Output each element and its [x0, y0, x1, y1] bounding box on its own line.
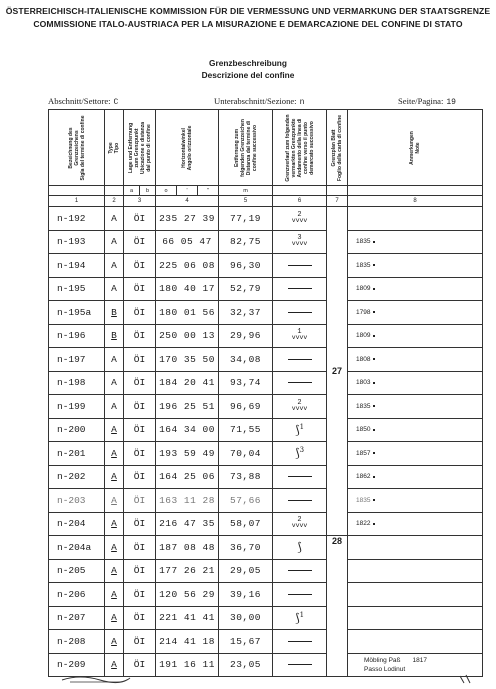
marker-type [105, 371, 124, 395]
marker-type-value: A [111, 283, 117, 295]
note-square-icon [373, 241, 375, 243]
distance-value: 73,88 [219, 465, 273, 489]
straight-line-icon [288, 265, 312, 266]
horizontal-angle: 184 20 41 [156, 371, 219, 395]
table-row [49, 418, 483, 442]
marker-type [105, 348, 124, 372]
marker-id: n-204 [49, 512, 105, 536]
table-row [49, 583, 483, 607]
note-cell [348, 583, 483, 607]
note-cell [348, 512, 483, 536]
marker-id: n-197 [49, 348, 105, 372]
course-mark [273, 559, 327, 583]
col-header-type: Type Tipo [105, 110, 124, 186]
note-cell [348, 277, 483, 301]
note-cell [348, 559, 483, 583]
table-row [49, 254, 483, 278]
note-place-it: Passo Lodinut [364, 665, 406, 673]
horizontal-angle: 196 25 51 [156, 395, 219, 419]
note-square-icon [373, 264, 375, 266]
handwritten-signature [60, 672, 480, 684]
distance-value: 82,75 [219, 230, 273, 254]
distance-value: 15,67 [219, 630, 273, 654]
distance-value: 71,55 [219, 418, 273, 442]
table-row [49, 536, 483, 560]
marker-type [105, 442, 124, 466]
note-square-icon [373, 499, 375, 501]
curve-count: 3 [299, 446, 305, 455]
marker-position: ÖI [124, 230, 156, 254]
marker-id: n-202 [49, 465, 105, 489]
course-mark [273, 301, 327, 325]
marker-position: ÖI [124, 606, 156, 630]
note-year: 1817 [412, 656, 427, 664]
table-row [49, 442, 483, 466]
marker-id: n-205 [49, 559, 105, 583]
straight-line-icon [288, 570, 312, 571]
note-year: 1835 [356, 402, 371, 410]
note-cell [348, 536, 483, 560]
note-square-icon [373, 476, 375, 478]
curve-count: 1 [299, 422, 305, 431]
horizontal-angle: 225 06 08 [156, 254, 219, 278]
marker-type-value: A [111, 447, 117, 459]
horizontal-angle: 66 05 47 [156, 230, 219, 254]
table-row [49, 277, 483, 301]
course-mark [273, 395, 327, 419]
marker-position: ÖI [124, 536, 156, 560]
course-mark [273, 630, 327, 654]
horizontal-angle: 170 35 50 [156, 348, 219, 372]
note-cell [348, 395, 483, 419]
distance-value: 36,70 [219, 536, 273, 560]
marker-type-value: A [111, 518, 117, 530]
distance-value: 29,96 [219, 324, 273, 348]
marker-type-value: A [111, 377, 117, 389]
straight-line-icon [288, 594, 312, 595]
table-row [49, 371, 483, 395]
distance-value: 58,07 [219, 512, 273, 536]
notch-count: 2 [297, 398, 302, 407]
straight-line-icon [288, 382, 312, 383]
marker-type-value: A [111, 612, 117, 624]
note-square-icon [373, 358, 375, 360]
straight-line-icon [288, 476, 312, 477]
marker-position: ÖI [124, 418, 156, 442]
note-year: 1862 [356, 473, 371, 481]
distance-value: 30,00 [219, 606, 273, 630]
distance-value: 93,74 [219, 371, 273, 395]
horizontal-angle: 120 56 29 [156, 583, 219, 607]
distance-value: 32,37 [219, 301, 273, 325]
commission-title-de: ÖSTERREICHISCH-ITALIENISCHE KOMMISSION FÜR DIE VERMESSUNG UND VERMARKUNG DER STAATSGRENZE [5, 6, 491, 16]
distance-value: 96,69 [219, 395, 273, 419]
straight-line-icon [288, 664, 312, 665]
course-mark [273, 536, 327, 560]
course-mark [273, 442, 327, 466]
course-mark [273, 324, 327, 348]
note-cell [348, 442, 483, 466]
marker-id: n-203 [49, 489, 105, 513]
note-year: 1850 [356, 426, 371, 434]
marker-type [105, 465, 124, 489]
col-header-sheet: Grenzplan Blatt Foglio della carta di confine [327, 110, 348, 186]
course-mark [273, 207, 327, 231]
subsection-field: Unterabschnitt/Sezione: n [214, 96, 305, 107]
note-cell [348, 371, 483, 395]
column-number-row: 1 2 3 4 5 6 7 8 [49, 196, 483, 207]
marker-type-value: A [111, 635, 117, 647]
marker-type-value: A [111, 353, 117, 365]
horizontal-angle: 235 27 39 [156, 207, 219, 231]
note-year: 1857 [356, 449, 371, 457]
marker-position: ÖI [124, 465, 156, 489]
course-mark [273, 254, 327, 278]
horizontal-angle: 221 41 41 [156, 606, 219, 630]
note-place: Möbling Paß [364, 656, 401, 664]
marker-position: ÖI [124, 559, 156, 583]
marker-position: ÖI [124, 653, 156, 677]
marker-type-value: A [111, 588, 117, 600]
note-year: 1835 [356, 261, 371, 269]
note-cell [348, 489, 483, 513]
marker-id: n-204a [49, 536, 105, 560]
straight-line-icon [288, 500, 312, 501]
document-title-it: Descrizione del confine [201, 70, 295, 80]
horizontal-angle: 164 25 06 [156, 465, 219, 489]
straight-line-icon [288, 288, 312, 289]
marker-position: ÖI [124, 630, 156, 654]
curve-mark-icon: ⟆$^1$ [294, 610, 305, 625]
note-cell [348, 465, 483, 489]
notch-mark-icon: 2 vvvv [291, 516, 308, 530]
curve-mark-icon: ⟆$^1$ [294, 422, 305, 437]
note-square-icon [373, 382, 375, 384]
course-mark [273, 489, 327, 513]
table-row [49, 606, 483, 630]
section-value: C [113, 98, 119, 107]
marker-type-value: A [111, 541, 117, 553]
marker-type [105, 301, 124, 325]
table-row [49, 512, 483, 536]
note-year: 1798 [356, 308, 371, 316]
boundary-description-table [48, 109, 483, 677]
marker-type-value: A [111, 236, 117, 248]
marker-type-value: A [111, 212, 117, 224]
marker-id: n-195a [49, 301, 105, 325]
curve-count: 1 [299, 610, 305, 619]
note-cell [348, 606, 483, 630]
marker-id: n-200 [49, 418, 105, 442]
note-year: 1822 [356, 520, 371, 528]
marker-position: ÖI [124, 583, 156, 607]
horizontal-angle: 250 00 13 [156, 324, 219, 348]
note-cell [348, 254, 483, 278]
table-row [49, 559, 483, 583]
col-header-distance: Entfernung zum folgenden Grenzzeichen Distanza dal termine di confine successivo [219, 110, 273, 186]
course-mark [273, 348, 327, 372]
notch-count: 3 [297, 234, 302, 243]
table-row [49, 630, 483, 654]
note-year: 1803 [356, 379, 371, 387]
distance-value: 39,16 [219, 583, 273, 607]
straight-line-icon [288, 312, 312, 313]
marker-type-value: A [111, 494, 117, 506]
marker-type [105, 489, 124, 513]
distance-value: 34,08 [219, 348, 273, 372]
marker-type [105, 230, 124, 254]
marker-position: ÖI [124, 207, 156, 231]
marker-position: ÖI [124, 324, 156, 348]
marker-id: n-194 [49, 254, 105, 278]
note-cell [348, 418, 483, 442]
marker-type-value: B [111, 330, 117, 342]
note-cell [348, 324, 483, 348]
table-row [49, 348, 483, 372]
marker-id: n-209 [49, 653, 105, 677]
table-row [49, 230, 483, 254]
marker-type [105, 395, 124, 419]
marker-id: n-193 [49, 230, 105, 254]
marker-position: ÖI [124, 371, 156, 395]
note-year: 1835 [356, 238, 371, 246]
marker-type [105, 418, 124, 442]
notch-count: 1 [297, 328, 302, 337]
note-year: 1808 [356, 355, 371, 363]
marker-position: ÖI [124, 254, 156, 278]
note-square-icon [373, 405, 375, 407]
sheet-number: 27 [327, 207, 348, 536]
marker-id: n-199 [49, 395, 105, 419]
note-cell [348, 348, 483, 372]
course-mark [273, 371, 327, 395]
marker-type-value: A [111, 424, 117, 436]
table-row [49, 395, 483, 419]
straight-line-icon [288, 641, 312, 642]
col-header-notes: Anmerkungen Note [348, 110, 483, 186]
marker-id: n-192 [49, 207, 105, 231]
marker-type [105, 536, 124, 560]
distance-value: 57,66 [219, 489, 273, 513]
marker-type [105, 277, 124, 301]
notch-mark-icon: 2 vvvv [291, 398, 308, 412]
marker-id: n-207 [49, 606, 105, 630]
course-mark [273, 277, 327, 301]
marker-type [105, 512, 124, 536]
horizontal-angle: 214 41 18 [156, 630, 219, 654]
marker-type-value: A [111, 565, 117, 577]
col-header-designation: Bezeichnung des Grenzzeichens Sigla del termine di confine [49, 110, 105, 186]
distance-value: 52,79 [219, 277, 273, 301]
horizontal-angle: 177 26 21 [156, 559, 219, 583]
col-header-course: Grenzverlauf zum folgenden vermarkten Grenzpunkte Andamento della linea di confine verso il punto demarcato successivo [273, 110, 327, 186]
header-row [49, 110, 483, 186]
course-mark [273, 583, 327, 607]
marker-type [105, 254, 124, 278]
note-square-icon [373, 335, 375, 337]
marker-type-value: A [111, 471, 117, 483]
marker-position: ÖI [124, 348, 156, 372]
table-row [49, 324, 483, 348]
curve-mark-icon: ⟆$^3$ [294, 446, 305, 461]
note-square-icon [373, 288, 375, 290]
distance-value: 23,05 [219, 653, 273, 677]
note-cell [348, 301, 483, 325]
marker-type [105, 630, 124, 654]
note-year: 1809 [356, 285, 371, 293]
notch-mark-icon: 1 vvvv [291, 328, 308, 342]
note-square-icon [373, 429, 375, 431]
distance-value: 96,30 [219, 254, 273, 278]
note-cell [348, 207, 483, 231]
curve-mark-icon: ⟆ [297, 540, 302, 555]
marker-type [105, 207, 124, 231]
course-mark [273, 606, 327, 630]
table-row [49, 465, 483, 489]
notch-count: 2 [297, 516, 302, 525]
marker-id: n-208 [49, 630, 105, 654]
course-mark [273, 465, 327, 489]
marker-type [105, 606, 124, 630]
course-mark [273, 512, 327, 536]
distance-value: 77,19 [219, 207, 273, 231]
marker-id: n-196 [49, 324, 105, 348]
distance-value: 70,04 [219, 442, 273, 466]
note-year: 1809 [356, 332, 371, 340]
sheet-number: 28 [327, 536, 348, 677]
marker-position: ÖI [124, 301, 156, 325]
marker-position: ÖI [124, 512, 156, 536]
marker-position: ÖI [124, 489, 156, 513]
marker-type [105, 583, 124, 607]
page-value: 19 [446, 98, 456, 107]
marker-type [105, 559, 124, 583]
marker-position: ÖI [124, 442, 156, 466]
notch-mark-icon: 3 vvvv [291, 234, 308, 248]
table-body [49, 110, 483, 677]
marker-position: ÖI [124, 395, 156, 419]
marker-type-value: B [111, 306, 117, 318]
horizontal-angle: 180 40 17 [156, 277, 219, 301]
note-square-icon [373, 523, 375, 525]
table-row [49, 207, 483, 231]
straight-line-icon [288, 359, 312, 360]
horizontal-angle: 187 08 48 [156, 536, 219, 560]
marker-type-value: A [111, 259, 117, 271]
marker-position: ÖI [124, 277, 156, 301]
notch-count: 2 [297, 210, 302, 219]
document-title-de: Grenzbeschreibung [209, 58, 287, 68]
horizontal-angle: 180 01 56 [156, 301, 219, 325]
horizontal-angle: 163 11 28 [156, 489, 219, 513]
horizontal-angle: 164 34 00 [156, 418, 219, 442]
note-square-icon [373, 311, 375, 313]
marker-type-value: A [111, 400, 117, 412]
col-header-position: Lage und Entfernung zum Grenzpunkt Ubicazione e distanza dal punto di confine [124, 110, 156, 186]
table-row [49, 489, 483, 513]
section-field: Abschnitt/Settore: C [48, 96, 119, 107]
note-cell [348, 630, 483, 654]
marker-type [105, 324, 124, 348]
subheader-row: a b o ' " m [49, 186, 483, 196]
notch-mark-icon: 2 vvvv [291, 210, 308, 224]
marker-id: n-195 [49, 277, 105, 301]
subsection-value: n [299, 98, 305, 107]
horizontal-angle: 216 47 35 [156, 512, 219, 536]
distance-value: 29,05 [219, 559, 273, 583]
note-year: 1835 [356, 496, 371, 504]
commission-title-it: COMMISSIONE ITALO-AUSTRIACA PER LA MISURAZIONE E DEMARCAZIONE DEL CONFINE DI STATO [33, 19, 463, 29]
marker-id: n-198 [49, 371, 105, 395]
course-mark [273, 230, 327, 254]
horizontal-angle: 191 16 11 [156, 653, 219, 677]
page-field: Seite/Pagina: 19 [398, 96, 456, 107]
marker-type-value: A [111, 659, 117, 671]
marker-id: n-206 [49, 583, 105, 607]
horizontal-angle: 193 59 49 [156, 442, 219, 466]
course-mark [273, 418, 327, 442]
col-header-angle: Horizontalwinkel Angolo orizzontale [156, 110, 219, 186]
table-row [49, 301, 483, 325]
note-square-icon [373, 452, 375, 454]
marker-id: n-201 [49, 442, 105, 466]
note-cell [348, 230, 483, 254]
